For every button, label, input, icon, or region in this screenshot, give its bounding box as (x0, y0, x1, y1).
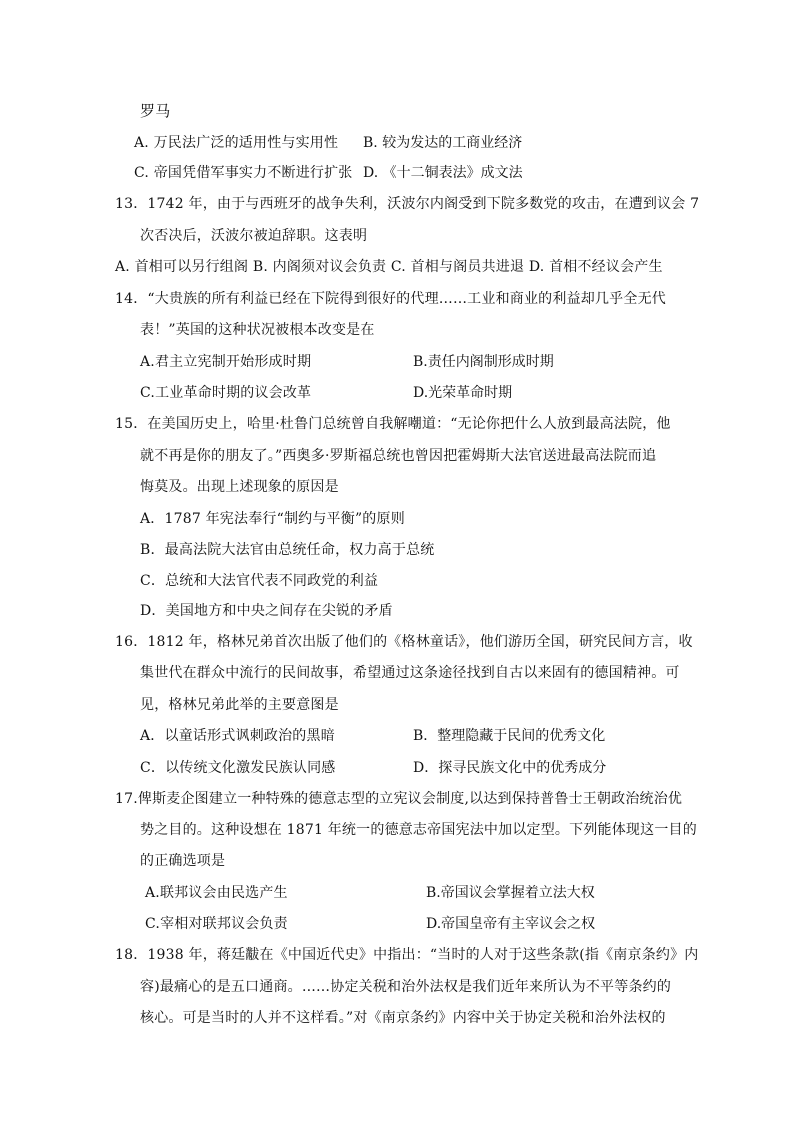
q14-option-b: B.责任内阁制形成时期 (413, 354, 554, 370)
q18-stem-line1: 18．1938 年，蒋廷黻在《中国近代史》中指出：“当时的人对于这些条款(指《南京条约》内 (115, 947, 699, 963)
q14-stem-line1: 14．“大贵族的所有利益已经在下院得到很好的代理……工业和商业的利益却几乎全无代 (115, 291, 666, 307)
q15-option-a: A．1787 年宪法奉行“制约与平衡”的原则 (140, 511, 405, 527)
q12-option-d: D. 《十二铜表法》成文法 (363, 165, 523, 181)
q18-stem-line2: 容)最痛心的是五口通商。……协定关税和治外法权是我们近年来所认为不平等条约的 (140, 979, 672, 995)
q14-option-a: A.君主立宪制开始形成时期 (140, 354, 312, 370)
q17-option-a: A.联邦议会由民选产生 (145, 885, 288, 901)
q14-option-d: D.光荣革命时期 (413, 385, 513, 401)
q16-option-a: A．以童话形式讽刺政治的黑暗 (140, 728, 335, 744)
q12-option-b: B. 较为发达的工商业经济 (363, 135, 523, 151)
q16-option-b: B．整理隐藏于民间的优秀文化 (413, 728, 606, 744)
q12-option-a: A. 万民法广泛的适用性与实用性 (134, 135, 339, 151)
q13-stem-line2: 次否决后，沃波尔被迫辞职。这表明 (140, 228, 368, 244)
q14-stem-line2: 表！”英国的这种状况被根本改变是在 (140, 322, 375, 338)
q15-option-d: D．美国地方和中央之间存在尖锐的矛盾 (140, 603, 393, 619)
q16-stem-line2: 集世代在群众中流行的民间故事，希望通过这条途径找到自古以来固有的德国精神。可 (140, 665, 680, 681)
q17-stem-line1: 17.俾斯麦企图建立一种特殊的德意志型的立宪议会制度,以达到保持普鲁士王朝政治统治优 (115, 791, 683, 807)
q17-option-d: D.帝国皇帝有主宰议会之权 (426, 916, 596, 932)
q13-options: A. 首相可以另行组阁 B. 内阁须对议会负责 C. 首相与阁员共进退 D. 首相不经议会产生 (115, 259, 663, 275)
q13-stem-line1: 13．1742 年，由于与西班牙的战争失利，沃波尔内阁受到下院多数党的攻击，在遭到议会 7 (115, 196, 700, 212)
q18-stem-line3: 核心。可是当时的人并不这样看。”对《南京条约》内容中关于协定关税和治外法权的 (140, 1010, 666, 1026)
q17-stem-line3: 的正确选项是 (140, 853, 226, 869)
q17-stem-line2: 势之目的。这种设想在 1871 年统一的德意志帝国宪法中加以定型。下列能体现这一目的 (140, 822, 697, 838)
q16-option-d: D．探寻民族文化中的优秀成分 (413, 760, 607, 776)
q17-option-b: B.帝国议会掌握着立法大权 (426, 885, 595, 901)
q15-stem-line1: 15．在美国历史上，哈里·杜鲁门总统曾自我解嘲道：“无论你把什么人放到最高法院，他 (115, 416, 671, 432)
q15-option-c: C．总统和大法官代表不同政党的利益 (140, 573, 379, 589)
q15-option-b: B．最高法院大法官由总统任命，权力高于总统 (140, 542, 435, 558)
q16-stem-line1: 16．1812 年，格林兄弟首次出版了他们的《格林童话》，他们游历全国，研究民间方言，收 (115, 634, 693, 650)
q17-option-c: C.宰相对联邦议会负责 (145, 916, 288, 932)
q16-stem-line3: 见，格林兄弟此举的主要意图是 (140, 697, 339, 713)
q16-option-c: C．以传统文化激发民族认同感 (140, 760, 336, 776)
q12-stem-cont: 罗马 (140, 102, 171, 120)
q15-stem-line3: 悔莫及。出现上述现象的原因是 (140, 479, 339, 495)
q14-option-c: C.工业革命时期的议会改革 (140, 385, 312, 401)
q15-stem-line2: 就不再是你的朋友了。”西奥多·罗斯福总统也曾因把霍姆斯大法官送进最高法院而追 (140, 448, 657, 464)
q12-option-c: C. 帝国凭借军事实力不断进行扩张 (134, 165, 353, 181)
